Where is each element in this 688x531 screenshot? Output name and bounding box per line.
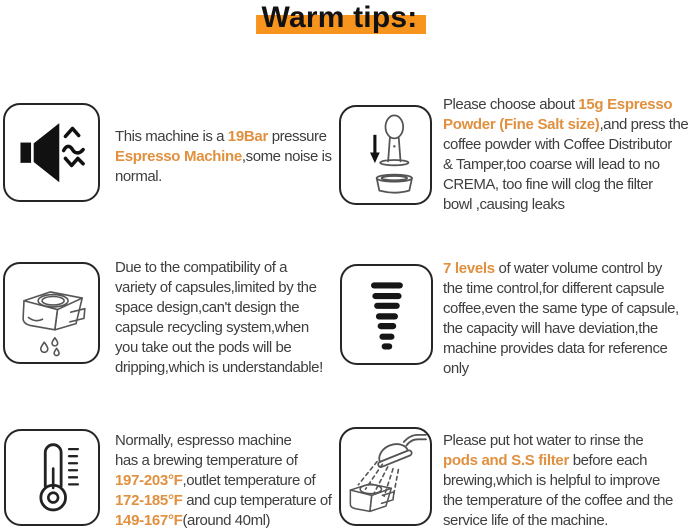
- text-line: [443, 491, 673, 511]
- text-line: [115, 338, 323, 358]
- text-line: [115, 278, 323, 298]
- speaker-noise-icon: [3, 103, 100, 202]
- highlighted-text: 15g Espresso: [578, 96, 673, 113]
- highlighted-text: Powder (Fine Salt size): [443, 116, 600, 133]
- text-line: [443, 451, 673, 471]
- text-segment: variety of capsules,limited by the: [115, 279, 317, 296]
- text-segment: brewing,which is helpful to improve: [443, 472, 660, 489]
- text-segment: the time control,for different capsule: [443, 280, 665, 297]
- highlighted-text: 197-203°F: [115, 472, 183, 489]
- text-segment: service life of the machine.: [443, 512, 608, 529]
- text-segment: of water volume control by: [494, 260, 662, 277]
- text-segment: & Tamper,too coarse will lead to no: [443, 156, 660, 173]
- text-line: [115, 491, 331, 511]
- text-segment: This machine is a: [115, 128, 228, 145]
- speaker-noise-icon-svg: [9, 109, 95, 196]
- tamper-press-icon-svg: [345, 111, 427, 199]
- water-levels-icon: [340, 264, 433, 365]
- thermometer-icon-svg: [10, 435, 95, 521]
- text-segment: Normally, espresso machine: [115, 432, 292, 449]
- text-segment: only: [443, 360, 469, 377]
- text-line: [115, 147, 332, 167]
- text-line: [443, 175, 688, 195]
- text-line: [115, 318, 323, 338]
- page-title-text: Warm tips:: [261, 1, 418, 34]
- text-segment: and cup temperature of: [182, 492, 332, 509]
- shower-rinse-icon: [339, 427, 432, 526]
- text-line: [443, 259, 679, 279]
- page-title: [259, 1, 421, 35]
- text-line: [443, 115, 688, 135]
- text-line: [115, 431, 331, 451]
- highlighted-text: pods and S.S filter: [443, 452, 569, 469]
- text-segment: bowl ,causing leaks: [443, 196, 565, 213]
- text-segment: pressure: [267, 128, 327, 145]
- tip-text-powder-tamper: [443, 95, 688, 215]
- text-segment: the capacity will have deviation,the: [443, 320, 658, 337]
- text-line: [443, 319, 679, 339]
- capsule-holder-drip-icon: [3, 262, 100, 364]
- text-segment: capsule recycling system,when: [115, 319, 309, 336]
- text-line: [443, 95, 688, 115]
- text-line: [443, 431, 673, 451]
- tamper-press-icon: [339, 105, 432, 205]
- text-segment: ,and press the: [599, 116, 688, 133]
- text-segment: dripping,which is understandable!: [115, 359, 323, 376]
- text-segment: the temperature of the coffee and the: [443, 492, 673, 509]
- text-line: [443, 511, 673, 531]
- highlighted-text: 149-167°F: [115, 512, 183, 529]
- text-line: [443, 359, 679, 379]
- text-line: [443, 299, 679, 319]
- text-segment: machine provides data for reference: [443, 340, 668, 357]
- text-segment: ,some noise is: [241, 148, 332, 165]
- text-segment: Please put hot water to rinse the: [443, 432, 644, 449]
- tip-text-pressure-noise: [115, 127, 332, 187]
- text-segment: CREMA, too fine will clog the filter: [443, 176, 653, 193]
- text-segment: Due to the compatibility of a: [115, 259, 288, 276]
- highlighted-text: 7 levels: [443, 260, 495, 277]
- text-segment: before each: [568, 452, 647, 469]
- shower-rinse-icon-svg: [345, 433, 427, 520]
- text-segment: ,outlet temperature of: [182, 472, 316, 489]
- text-segment: normal.: [115, 168, 162, 185]
- text-segment: space design,can't design the: [115, 299, 300, 316]
- tip-text-water-levels: [443, 259, 679, 379]
- text-line: [443, 195, 688, 215]
- text-line: [115, 511, 331, 531]
- highlighted-text: 172-185°F: [115, 492, 183, 509]
- text-line: [443, 155, 688, 175]
- water-levels-icon-svg: [346, 270, 428, 359]
- text-segment: Please choose about: [443, 96, 579, 113]
- highlighted-text: 19Bar: [227, 128, 268, 145]
- text-segment: coffee powder with Coffee Distributor: [443, 136, 672, 153]
- capsule-holder-drip-icon-svg: [9, 268, 95, 358]
- text-segment: coffee,even the same type of capsule,: [443, 300, 679, 317]
- tip-text-capsule-dripping: [115, 258, 323, 378]
- thermometer-icon: [4, 429, 100, 526]
- text-segment: you take out the pods will be: [115, 339, 292, 356]
- text-line: [115, 127, 332, 147]
- text-line: [443, 471, 673, 491]
- text-segment: (around 40ml): [182, 512, 271, 529]
- text-line: [443, 339, 679, 359]
- text-line: [115, 471, 331, 491]
- text-line: [115, 167, 332, 187]
- tip-text-temperature: [115, 431, 331, 531]
- text-line: [115, 258, 323, 278]
- text-line: [443, 135, 688, 155]
- text-segment: has a brewing temperature of: [115, 452, 298, 469]
- text-line: [115, 358, 323, 378]
- text-line: [443, 279, 679, 299]
- highlighted-text: Espresso Machine: [115, 148, 242, 165]
- tip-text-rinse: [443, 431, 673, 531]
- text-line: [115, 298, 323, 318]
- text-line: [115, 451, 331, 471]
